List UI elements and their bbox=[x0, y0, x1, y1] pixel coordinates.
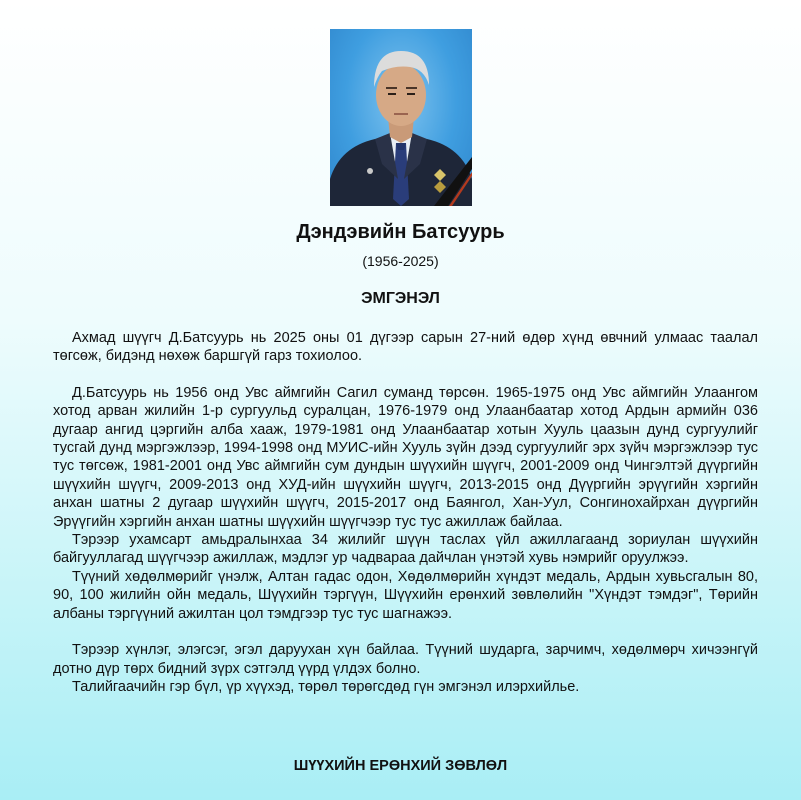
paragraph-spacer bbox=[53, 366, 758, 384]
paragraph-condolences: Талийгаачийн гэр бүл, үр хүүхэд, төрөл төрөгсдөд гүн эмгэнэл илэрхийлье. bbox=[72, 678, 580, 695]
paragraph-biography: Д.Батсуурь нь 1956 онд Увс аймгийн Сагил суманд төрсөн. 1965-1975 онд Увс аймгийн Улаангом хотод арван жилийн 1-р сургуульд суралцан, 1976-1979 онд Улаанбаатар хотод Ардын армийн 036 дугаар ангид цэргийн алба хааж, 1979-1981 онд Улаанбаатар хотын Хууль цаазын дунд сургуулийг тусгай дунд мэргэжлээр, 1994-1998 онд МУИС-ийн Хууль зүйн дээд сургуулийг эрх зүйч мэргэжлээр тус тус төгсөж, 1981-2001 онд Увс аймгийн сум дундын шүүхийн шүүгч, 2001-2009 онд Чингэлтэй дүүргийн шүүхийн шүүгч, 2009-2013 онд ХУД-ийн шүүхийн шүүгч, 2013-2015 онд Дүүргийн эрүүгийн хэргийн анхан шатны 2 дугаар шүүхийн шүүгч, 2015-2017 онд Баянгол, Хан-Уул, Сонгинохайрхан дүүргийн Эрүүгийн хэргийн анхан шатны шүүхийн шүүгчээр тус тус ажиллаж байлаа. bbox=[53, 384, 758, 530]
paragraph-awards: Түүний хөдөлмөрийг үнэлж, Алтан гадас одон, Хөдөлмөрийн хүндэт медаль, Ардын хувьсгалын 80, 90, 100 жилийн ойн медаль, Шүүхийн тэргүүн, Шүүхийн ерөнхий зөвлөлийн "Хүндэт тэмдэг", Төрийн албаны тэргүүний ажилтан цол тэмдгээр тус тус шагнажээ. bbox=[53, 568, 758, 622]
deceased-name: Дэндэвийн Батсуурь bbox=[296, 221, 505, 243]
life-years: (1956-2025) bbox=[362, 253, 439, 269]
obituary-heading: ЭМГЭНЭЛ bbox=[361, 290, 440, 307]
issuer-signature: ШҮҮХИЙН ЕРӨНХИЙ ЗӨВЛӨЛ bbox=[293, 758, 508, 774]
portrait-photo bbox=[330, 29, 472, 206]
obituary-body bbox=[53, 329, 758, 696]
portrait-illustration bbox=[330, 29, 472, 206]
paragraph-announcement: Ахмад шүүгч Д.Батсуурь нь 2025 оны 01 дүгээр сарын 27-ний өдөр хүнд өвчний улмаас таалал төгсөж, бидэнд нөхөж баршгүй гарз тохиолоо. bbox=[53, 330, 758, 365]
paragraph-career: Тэрээр ухамсарт амьдралынхаа 34 жилийг шүүн таслах үйл ажиллагаанд зориулан шүүхийн байгууллагад шүүгчээр ажиллаж, мэдлэг ур чадвараа дайчлан үнэтэй хувь нэмрийг оруулжээ. bbox=[53, 532, 758, 567]
paragraph-tribute: Тэрээр хүнлэг, элэгсэг, эгэл даруухан хүн байлаа. Түүний шударга, зарчимч, хөдөлмөрч хичээнгүй дотно дүр төрх бидний зүрх сэтгэлд үүрд үлдэх болно. bbox=[53, 642, 758, 677]
paragraph-spacer bbox=[53, 623, 758, 641]
